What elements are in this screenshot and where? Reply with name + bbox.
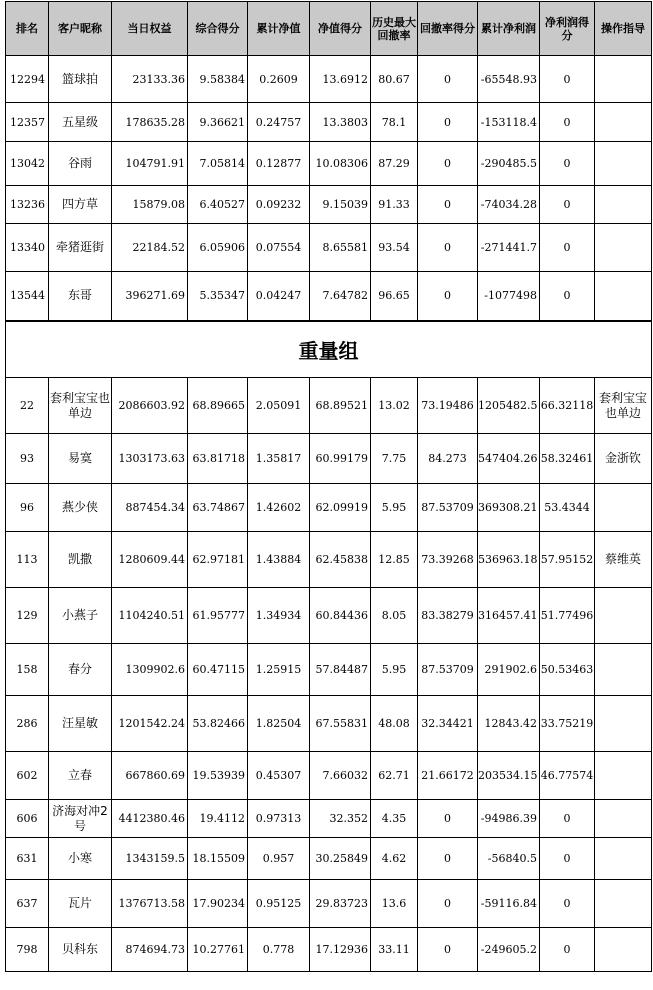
cell-rank: 22 [6,378,49,434]
cell-net-profit: 1205482.5 [478,378,540,434]
cell-net-profit-score: 66.32118 [540,378,595,434]
cell-name: 篮球拍 [49,56,112,103]
cell-score: 9.58384 [188,56,248,103]
table-row [6,378,652,434]
table-row [6,752,652,800]
cell-drawdown-score: 84.273 [418,434,478,484]
cell-name: 燕少侠 [49,484,112,532]
cell-rank: 13340 [6,224,49,272]
cell-nav: 0.95125 [248,880,310,928]
cell-max-drawdown: 8.05 [371,588,418,644]
cell-guide [595,880,652,928]
cell-rank: 13042 [6,142,49,186]
cell-name: 易寞 [49,434,112,484]
cell-rank: 606 [6,800,49,838]
cell-drawdown-score: 0 [418,800,478,838]
cell-name: 立春 [49,752,112,800]
cell-guide [595,272,652,321]
table-row [6,142,652,186]
cell-nav: 0.2609 [248,56,310,103]
cell-nav: 1.25915 [248,644,310,696]
cell-max-drawdown: 93.54 [371,224,418,272]
table-row [6,928,652,972]
table-row [6,588,652,644]
cell-nav: 1.34934 [248,588,310,644]
cell-score: 63.81718 [188,434,248,484]
cell-name: 套利宝宝也单边 [49,378,112,434]
main-rows [6,378,652,972]
cell-nav: 0.45307 [248,752,310,800]
cell-nav-score: 13.6912 [310,56,371,103]
cell-equity: 15879.08 [112,186,188,224]
cell-rank: 798 [6,928,49,972]
header-drawdown-score: 回撤率得分 [418,2,478,56]
cell-net-profit: -271441.7 [478,224,540,272]
cell-drawdown-score: 0 [418,142,478,186]
header-net-profit: 累计净利润 [478,2,540,56]
cell-drawdown-score: 0 [418,928,478,972]
cell-max-drawdown: 62.71 [371,752,418,800]
cell-guide [595,800,652,838]
cell-nav: 0.957 [248,838,310,880]
cell-rank: 631 [6,838,49,880]
cell-net-profit-score: 50.53463 [540,644,595,696]
cell-net-profit: 12843.42 [478,696,540,752]
cell-net-profit-score: 0 [540,56,595,103]
table-row [6,838,652,880]
cell-name: 东哥 [49,272,112,321]
cell-net-profit-score: 0 [540,272,595,321]
cell-equity: 22184.52 [112,224,188,272]
cell-equity: 667860.69 [112,752,188,800]
cell-net-profit: -59116.84 [478,880,540,928]
cell-nav: 1.42602 [248,484,310,532]
cell-net-profit-score: 0 [540,224,595,272]
cell-nav: 2.05091 [248,378,310,434]
cell-net-profit-score: 0 [540,928,595,972]
cell-rank: 602 [6,752,49,800]
cell-max-drawdown: 96.65 [371,272,418,321]
cell-name: 小燕子 [49,588,112,644]
cell-max-drawdown: 48.08 [371,696,418,752]
cell-score: 19.4112 [188,800,248,838]
cell-equity: 1104240.51 [112,588,188,644]
cell-max-drawdown: 91.33 [371,186,418,224]
cell-nav-score: 30.25849 [310,838,371,880]
cell-score: 63.74867 [188,484,248,532]
cell-nav-score: 62.09919 [310,484,371,532]
cell-guide [595,142,652,186]
cell-guide: 金浙钦 [595,434,652,484]
header-nav: 累计净值 [248,2,310,56]
cell-nav: 1.43884 [248,532,310,588]
cell-net-profit-score: 53.4344 [540,484,595,532]
cell-guide [595,696,652,752]
cell-net-profit-score: 0 [540,103,595,142]
cell-drawdown-score: 21.66172 [418,752,478,800]
cell-name: 瓦片 [49,880,112,928]
cell-net-profit-score: 0 [540,800,595,838]
cell-drawdown-score: 0 [418,272,478,321]
header-equity: 当日权益 [112,2,188,56]
cell-guide [595,588,652,644]
cell-score: 7.05814 [188,142,248,186]
cell-drawdown-score: 0 [418,103,478,142]
cell-rank: 12357 [6,103,49,142]
cell-rank: 129 [6,588,49,644]
cell-nav: 1.82504 [248,696,310,752]
table-header [6,2,652,56]
cell-nav-score: 8.65581 [310,224,371,272]
table-row [6,800,652,838]
cell-name: 五星级 [49,103,112,142]
cell-name: 贝科东 [49,928,112,972]
cell-score: 19.53939 [188,752,248,800]
cell-max-drawdown: 87.29 [371,142,418,186]
cell-score: 6.40527 [188,186,248,224]
cell-drawdown-score: 0 [418,56,478,103]
cell-drawdown-score: 0 [418,224,478,272]
cell-equity: 2086603.92 [112,378,188,434]
cell-max-drawdown: 5.95 [371,484,418,532]
cell-equity: 1376713.58 [112,880,188,928]
cell-score: 9.36621 [188,103,248,142]
header-nav-score: 净值得分 [310,2,371,56]
cell-nav-score: 17.12936 [310,928,371,972]
cell-net-profit: 316457.41 [478,588,540,644]
cell-rank: 158 [6,644,49,696]
table-row [6,644,652,696]
cell-guide [595,928,652,972]
cell-net-profit-score: 46.77574 [540,752,595,800]
cell-score: 18.15509 [188,838,248,880]
cell-net-profit: 536963.18 [478,532,540,588]
cell-drawdown-score: 0 [418,880,478,928]
cell-rank: 637 [6,880,49,928]
cell-nav: 0.97313 [248,800,310,838]
cell-name: 凯撒 [49,532,112,588]
cell-rank: 13544 [6,272,49,321]
cell-max-drawdown: 13.6 [371,880,418,928]
header-max-drawdown: 历史最大回撤率 [371,2,418,56]
cell-nav: 0.12877 [248,142,310,186]
table-row [6,434,652,484]
cell-name: 牵猪逛街 [49,224,112,272]
cell-net-profit-score: 33.75219 [540,696,595,752]
cell-nav-score: 10.08306 [310,142,371,186]
cell-max-drawdown: 4.62 [371,838,418,880]
cell-equity: 104791.91 [112,142,188,186]
cell-net-profit: -290485.5 [478,142,540,186]
cell-nav-score: 57.84487 [310,644,371,696]
header-net-profit-score: 净利润得分 [540,2,595,56]
cell-equity: 1343159.5 [112,838,188,880]
cell-rank: 113 [6,532,49,588]
cell-equity: 23133.36 [112,56,188,103]
cell-equity: 1201542.24 [112,696,188,752]
cell-equity: 4412380.46 [112,800,188,838]
cell-net-profit: -1077498 [478,272,540,321]
cell-drawdown-score: 73.19486 [418,378,478,434]
cell-rank: 13236 [6,186,49,224]
cell-drawdown-score: 83.38279 [418,588,478,644]
cell-guide [595,103,652,142]
header-score: 综合得分 [188,2,248,56]
cell-score: 60.47115 [188,644,248,696]
cell-name: 济海对冲2号 [49,800,112,838]
cell-score: 6.05906 [188,224,248,272]
cell-guide [595,224,652,272]
cell-net-profit-score: 0 [540,142,595,186]
cell-max-drawdown: 5.95 [371,644,418,696]
cell-rank: 93 [6,434,49,484]
cell-drawdown-score: 0 [418,186,478,224]
table-row [6,56,652,103]
cell-nav-score: 67.55831 [310,696,371,752]
cell-max-drawdown: 33.11 [371,928,418,972]
cell-guide [595,752,652,800]
table-row [6,272,652,321]
cell-net-profit: -153118.4 [478,103,540,142]
cell-nav: 0.04247 [248,272,310,321]
cell-guide: 蔡维英 [595,532,652,588]
cell-guide [595,644,652,696]
cell-drawdown-score: 0 [418,838,478,880]
cell-nav-score: 60.99179 [310,434,371,484]
table-row [6,696,652,752]
cell-net-profit-score: 51.77496 [540,588,595,644]
cell-nav: 0.07554 [248,224,310,272]
cell-rank: 286 [6,696,49,752]
cell-score: 61.95777 [188,588,248,644]
cell-max-drawdown: 7.75 [371,434,418,484]
cell-nav-score: 68.89521 [310,378,371,434]
cell-score: 17.90234 [188,880,248,928]
cell-equity: 396271.69 [112,272,188,321]
table-row [6,484,652,532]
cell-score: 68.89665 [188,378,248,434]
ranking-table [5,1,652,972]
cell-rank: 96 [6,484,49,532]
cell-max-drawdown: 78.1 [371,103,418,142]
cell-guide: 套利宝宝也单边 [595,378,652,434]
cell-nav: 0.09232 [248,186,310,224]
cell-equity: 874694.73 [112,928,188,972]
cell-net-profit-score: 57.95152 [540,532,595,588]
table-row [6,186,652,224]
cell-drawdown-score: 73.39268 [418,532,478,588]
cell-drawdown-score: 87.53709 [418,484,478,532]
cell-nav: 0.778 [248,928,310,972]
cell-nav: 1.35817 [248,434,310,484]
cell-drawdown-score: 87.53709 [418,644,478,696]
cell-nav-score: 62.45838 [310,532,371,588]
cell-guide [595,186,652,224]
cell-name: 小寒 [49,838,112,880]
cell-nav-score: 7.66032 [310,752,371,800]
cell-equity: 1280609.44 [112,532,188,588]
table-row [6,532,652,588]
cell-score: 10.27761 [188,928,248,972]
cell-equity: 178635.28 [112,103,188,142]
cell-net-profit-score: 0 [540,186,595,224]
cell-net-profit: 291902.6 [478,644,540,696]
cell-score: 5.35347 [188,272,248,321]
cell-nav-score: 7.64782 [310,272,371,321]
section-title: 重量组 [6,321,652,378]
cell-max-drawdown: 13.02 [371,378,418,434]
cell-nav-score: 29.83723 [310,880,371,928]
top-rows [6,56,652,321]
cell-equity: 1303173.63 [112,434,188,484]
cell-name: 四方草 [49,186,112,224]
cell-net-profit-score: 58.32461 [540,434,595,484]
cell-rank: 12294 [6,56,49,103]
cell-nav: 0.24757 [248,103,310,142]
cell-nav-score: 9.15039 [310,186,371,224]
cell-net-profit: -56840.5 [478,838,540,880]
cell-net-profit: 203534.15 [478,752,540,800]
cell-nav-score: 60.84436 [310,588,371,644]
cell-max-drawdown: 4.35 [371,800,418,838]
cell-drawdown-score: 32.34421 [418,696,478,752]
cell-name: 谷雨 [49,142,112,186]
table-row [6,224,652,272]
ranking-sheet [5,1,651,972]
cell-net-profit: 547404.26 [478,434,540,484]
header-name: 客户昵称 [49,2,112,56]
cell-nav-score: 13.3803 [310,103,371,142]
cell-name: 汪星敏 [49,696,112,752]
cell-name: 春分 [49,644,112,696]
cell-guide [595,484,652,532]
cell-net-profit-score: 0 [540,838,595,880]
header-guide: 操作指导 [595,2,652,56]
cell-guide [595,56,652,103]
table-row [6,103,652,142]
cell-net-profit-score: 0 [540,880,595,928]
cell-nav-score: 32.352 [310,800,371,838]
cell-equity: 1309902.6 [112,644,188,696]
cell-score: 53.82466 [188,696,248,752]
cell-max-drawdown: 80.67 [371,56,418,103]
cell-max-drawdown: 12.85 [371,532,418,588]
cell-equity: 887454.34 [112,484,188,532]
cell-score: 62.97181 [188,532,248,588]
section-title-row [6,321,652,378]
cell-guide [595,838,652,880]
cell-net-profit: 369308.21 [478,484,540,532]
header-rank: 排名 [6,2,49,56]
cell-net-profit: -249605.2 [478,928,540,972]
cell-net-profit: -65548.93 [478,56,540,103]
table-row [6,880,652,928]
cell-net-profit: -94986.39 [478,800,540,838]
cell-net-profit: -74034.28 [478,186,540,224]
